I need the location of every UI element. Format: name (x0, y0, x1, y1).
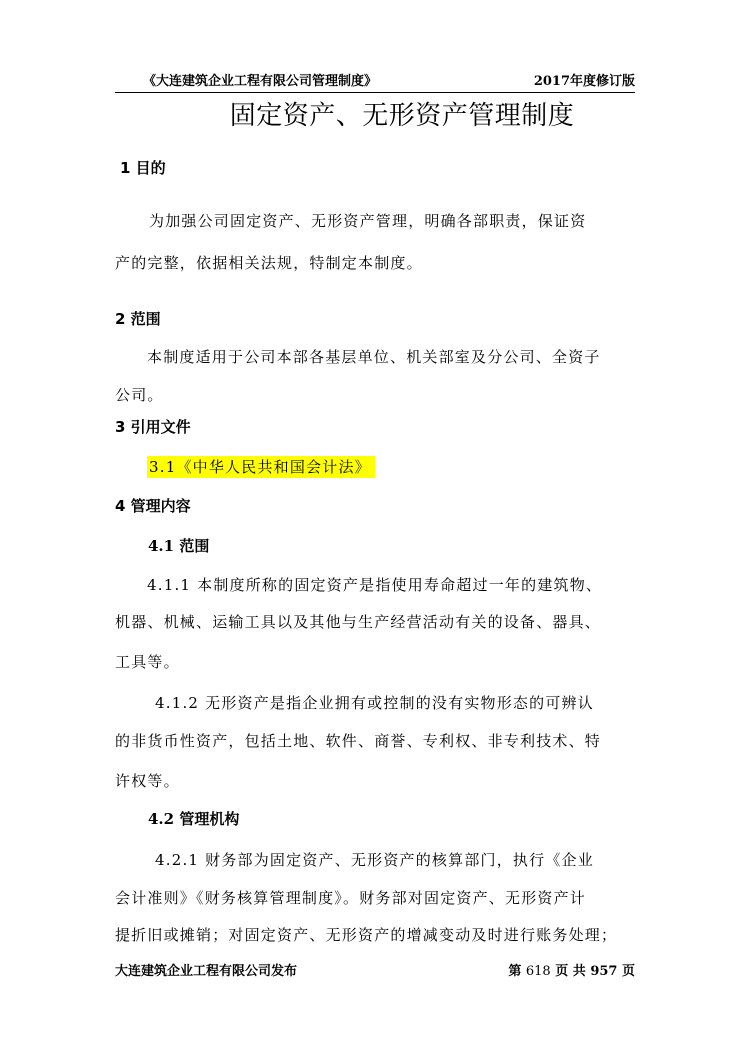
highlighted-reference: 3.1《中华人民共和国会计法》 (147, 456, 375, 478)
section-3-item-1 (147, 448, 635, 486)
section-4-1-1-line-1: 4.1.1 本制度所称的固定资产是指使用寿命超过一年的建筑物、 (147, 576, 603, 594)
section-4-1-heading: 4.1 范围 (148, 537, 210, 555)
section-4-2-1-line-1: 4.2.1 财务部为固定资产、无形资产的核算部门，执行《企业 (155, 851, 594, 869)
section-4-1-1-line-2: 机器、机械、运输工具以及其他与生产经营活动有关的设备、器具、 (115, 613, 602, 631)
page-prefix: 第 (508, 964, 522, 979)
section-2-heading: 2 范围 (115, 310, 161, 328)
section-4-1-2-line-3: 许权等。 (115, 772, 180, 790)
section-1-line-2: 产的完整，依据相关法规，特制定本制度。 (115, 254, 423, 272)
header-document-name: 《大连建筑企业工程有限公司管理制度》 (143, 74, 378, 89)
section-4-1-2-line-1: 4.1.2 无形资产是指企业拥有或控制的没有实物形态的可辨认 (155, 694, 594, 712)
section-4-1-2-line-2: 的非货币性资产，包括土地、软件、商誉、专利权、非专利技术、特 (115, 732, 602, 750)
header-version: 2017年度修订版 (533, 74, 635, 89)
page-footer (115, 960, 635, 984)
section-4-2-1-line-3: 提折旧或摊销；对固定资产、无形资产的增减变动及时进行账务处理； (115, 926, 618, 944)
footer-publisher: 大连建筑企业工程有限公司发布 (115, 964, 298, 979)
section-2-line-2: 公司。 (115, 386, 164, 404)
total-pages: 957 (590, 964, 618, 979)
section-4-2-heading: 4.2 管理机构 (148, 810, 240, 828)
page-mid: 页 共 (555, 964, 586, 979)
section-1-line-1: 为加强公司固定资产、无形资产管理，明确各部职责，保证资 (149, 212, 587, 230)
section-1-heading: 1 目的 (120, 159, 166, 177)
footer-page-number (508, 960, 635, 979)
section-3-heading: 3 引用文件 (115, 418, 191, 436)
section-2-line-1: 本制度适用于公司本部各基层单位、机关部室及分公司、全资子 (147, 348, 601, 366)
page-header (115, 68, 635, 93)
current-page: 618 (525, 964, 551, 979)
document-title: 固定资产、无形资产管理制度 (229, 101, 575, 131)
section-4-1-1-line-3: 工具等。 (115, 653, 180, 671)
section-4-2-1-line-2: 会计准则》《财务核算管理制度》。财务部对固定资产、无形资产计 (115, 889, 587, 907)
page-suffix: 页 (621, 964, 635, 979)
section-4-heading: 4 管理内容 (115, 497, 191, 515)
